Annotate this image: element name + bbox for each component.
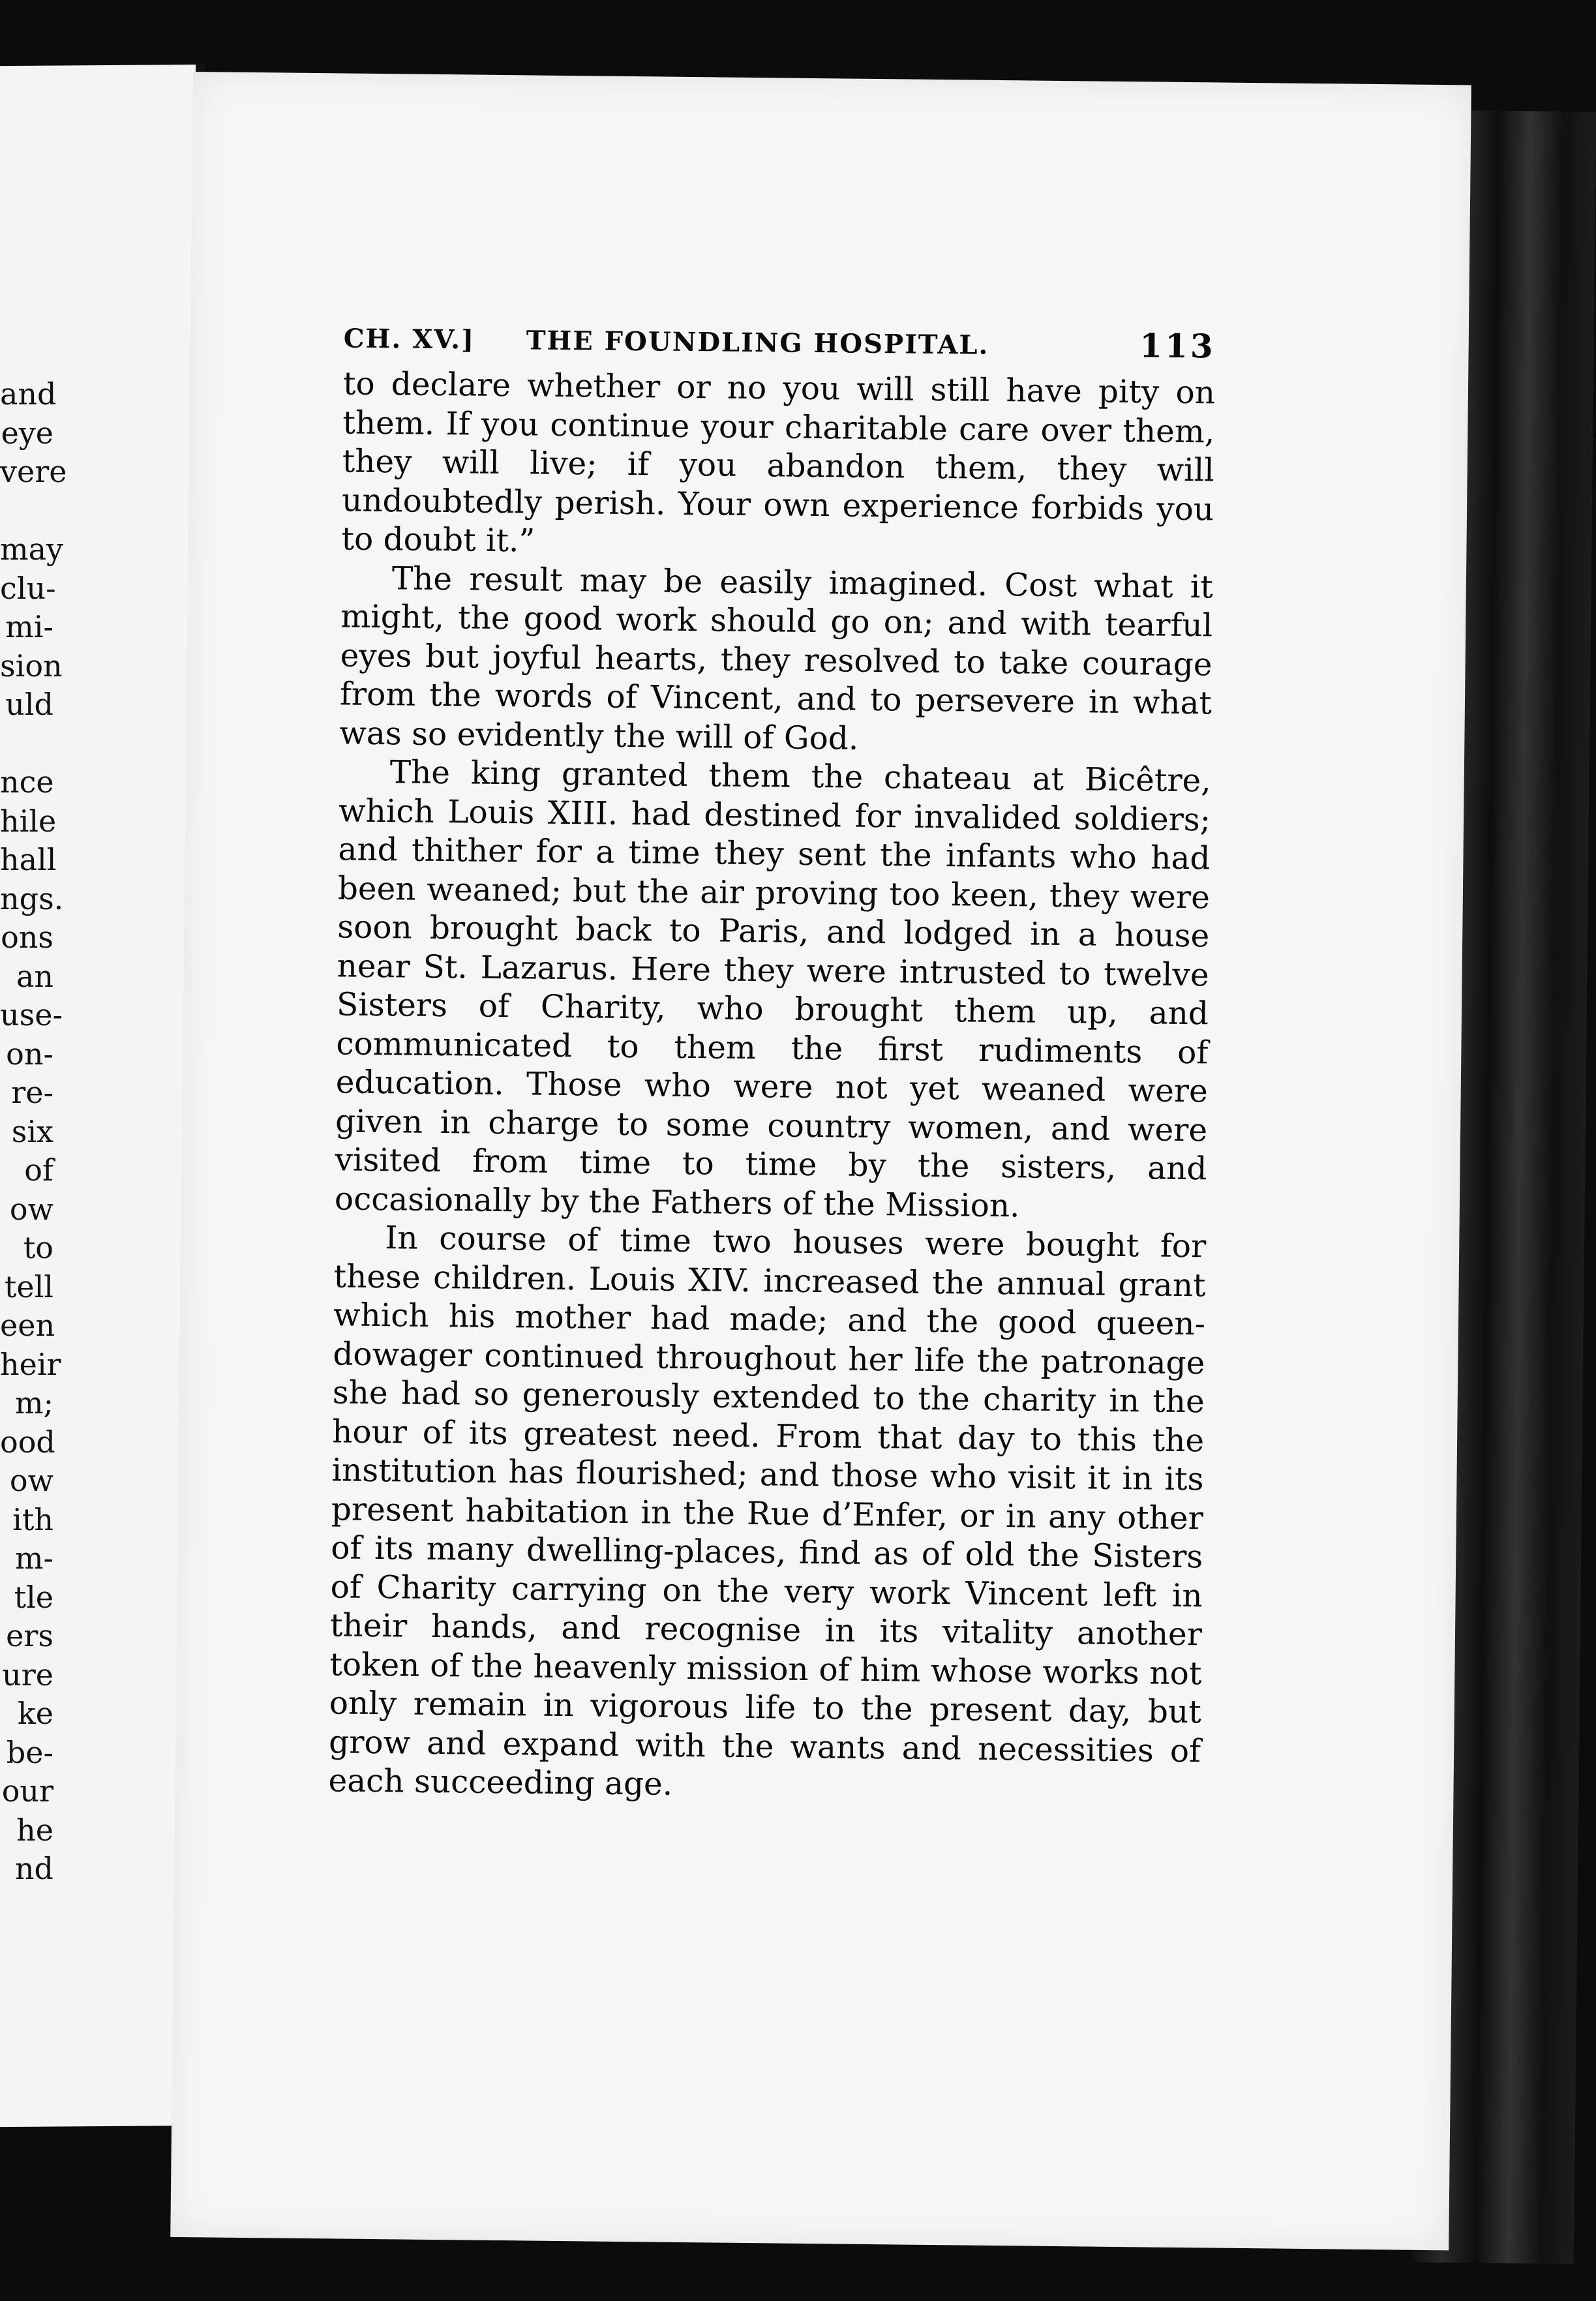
page-content — [328, 318, 1216, 1809]
left-page-word: ers — [6, 1618, 53, 1653]
left-page-line-ends — [0, 375, 67, 1889]
left-page-word: tle — [14, 1579, 53, 1615]
left-page-word: m; — [14, 1385, 53, 1421]
left-page-word: ood — [0, 1424, 55, 1460]
left-page-word: six — [11, 1113, 53, 1149]
left-page-word: een — [0, 1308, 55, 1343]
left-page-word: mi- — [5, 609, 53, 644]
paragraph-3: The king granted them the chateau at Bicêtre, which Louis XIII. had destined for invalided soldiers; and thither for a time they sent the infants who had been weaned; but the air proving too keen, they were soon brought back to Paris, and lodged in a house near St. Lazarus. Here they were intrusted to twelve Sisters of Charity, who brought them up, and communicated to them the first rudiments of education. Those who were not yet weaned were given in charge to some country women, and were visited from time to time by the sisters, and occasionally by the Fathers of the Mission. — [334, 754, 1211, 1224]
left-page-word: of — [24, 1152, 53, 1188]
left-page-word — [0, 725, 53, 764]
paragraph-4: In course of time two houses were bought for these children. Louis XIV. increased the annual grant which his mother had made; and the good queen-dowager continued throughout her life the patronage she had so generously extended to the charity in the hour of its greatest need. From that day to this the institution has flourished; and those who visit it in its present habitation in the Rue d’Enfer, or in any other of its many dwelling-places, find as of old the Sisters of Charity carrying on the very work Vincent left in their hands, and recognise in its vitality another token of the heavenly mission of him whose works not only remain in vigorous life to the present day, but grow and expand with the wants and necessities of each succeeding age. — [328, 1220, 1207, 1803]
left-page-word: hile — [0, 803, 57, 839]
left-page-word: our — [1, 1773, 53, 1809]
left-page-word: ke — [17, 1696, 53, 1731]
paragraph-1: to declare whether or no you will still have pity on them. If you continue your charitable care over them, they will live; if you abandon them, they will undoubtedly perish. Your own experience forbids you to doubt it.” — [341, 365, 1216, 560]
left-page-word: be- — [6, 1734, 53, 1770]
paragraph-2: The result may be easily imagined. Cost what it might, the good work should go on; and with tearful eyes but joyful hearts, they resolved to take courage from the words of Vincent, and to persevere in what was so evidently the will of God. — [339, 560, 1214, 757]
book-page — [170, 72, 1471, 2250]
chapter-label: CH. XV.] — [343, 323, 475, 355]
left-page-word: ow — [9, 1191, 53, 1227]
left-page-word: use- — [0, 997, 63, 1032]
left-page-word: sion — [0, 648, 63, 684]
left-page-word: ith — [12, 1501, 53, 1537]
left-page-word: he — [16, 1812, 53, 1848]
running-title: THE FOUNDLING HOSPITAL. — [526, 325, 989, 361]
running-head — [343, 318, 1216, 374]
left-page-word: to — [23, 1230, 53, 1265]
left-page-word: nd — [14, 1851, 53, 1886]
left-page-word: may — [0, 532, 64, 567]
left-page-word: and — [0, 376, 57, 412]
left-page-word: vere — [0, 454, 67, 489]
left-page-word: an — [16, 958, 53, 994]
left-page-word: eye — [1, 415, 53, 451]
left-page-word: uld — [5, 687, 53, 722]
left-page-word: ngs. — [0, 880, 64, 916]
left-page-word: ure — [2, 1657, 53, 1692]
left-page-word — [0, 492, 53, 531]
left-page-word: hall — [0, 842, 57, 877]
page-number: 113 — [1139, 326, 1216, 366]
left-page-word: on- — [6, 1036, 53, 1072]
left-page-word: ow — [9, 1463, 53, 1498]
left-page-word: m- — [14, 1541, 53, 1576]
left-page-word: nce — [0, 764, 54, 800]
left-page-word: re- — [11, 1075, 53, 1110]
left-page-word: tell — [4, 1269, 53, 1304]
left-page-word: clu- — [0, 570, 56, 606]
left-page-word: heir — [0, 1346, 61, 1382]
left-page-word: ons — [1, 920, 53, 955]
